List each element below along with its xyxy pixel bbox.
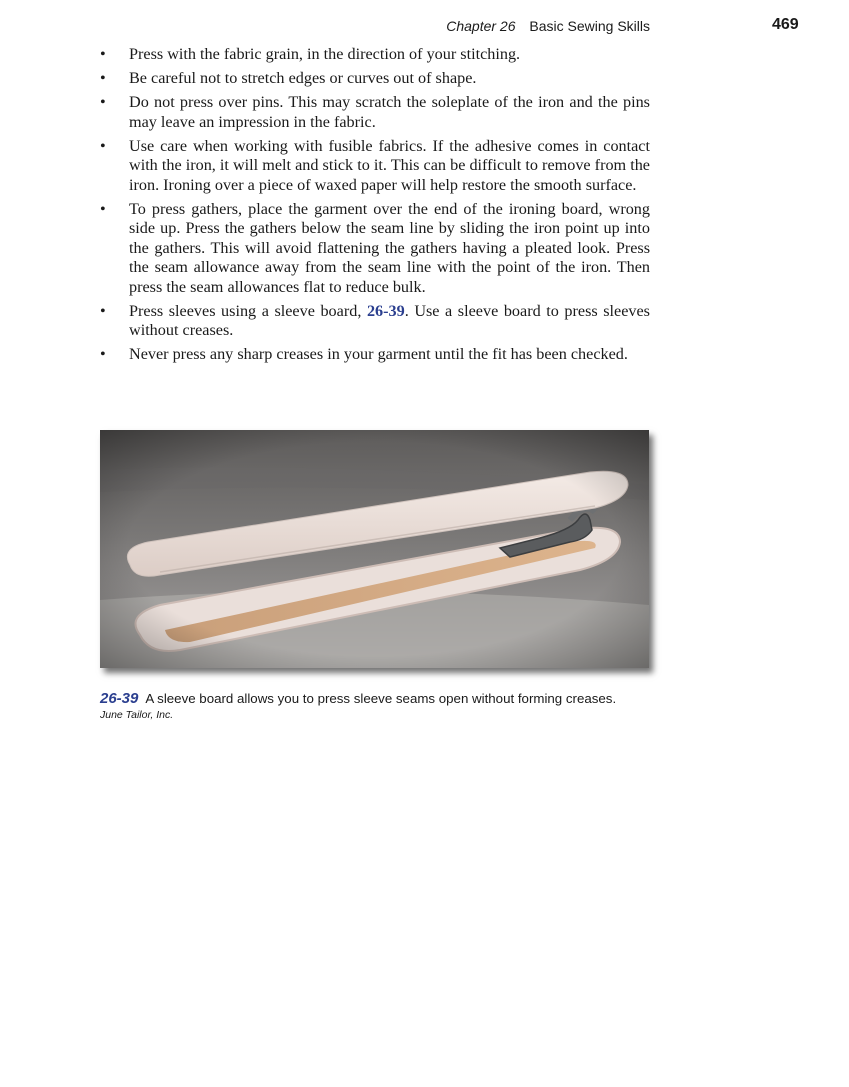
list-item [100, 302, 650, 341]
list-item-text: Be careful not to stretch edges or curves out of shape. [129, 69, 477, 87]
sleeve-board-photo [100, 430, 649, 668]
figure-reference-link[interactable]: 26-39 [366, 301, 405, 320]
list-item [100, 93, 650, 132]
caption-text: A sleeve board allows you to press sleeve seams open without forming creases. [145, 691, 617, 706]
bullet-icon: • [100, 345, 106, 363]
list-item-text: To press gathers, place the garment over the end of the ironing board, wrong side up. Press the gathers below the seam line by sliding the iron point up into the gathers. This will avoid flattening the gathers having a pleated look. Press the seam allowance away from the seam line with the point of the iron. Then press the seam allowances flat to reduce bulk. [129, 199, 650, 296]
list-item-text: Press sleeves using a sleeve board, [129, 301, 367, 320]
bullet-icon: • [100, 199, 106, 218]
list-item-text: Do not press over pins. This may scratch the soleplate of the iron and the pins may leave an impression in the fabric. [129, 93, 650, 131]
list-item [100, 137, 650, 196]
list-item [100, 69, 650, 89]
list-item [100, 200, 650, 298]
bullet-icon: • [100, 301, 106, 320]
bullet-icon: • [100, 136, 106, 155]
list-item-text: Use care when working with fusible fabrics. If the adhesive comes in contact with the iron, it will melt and stick to it. This can be difficult to remove from the iron. Ironing over a piece of waxed paper will help restore the smooth surface. [129, 136, 650, 194]
bullet-icon: • [100, 69, 106, 87]
list-item-text: . Use a sleeve board to press sleeves without creases. [129, 301, 650, 339]
pressing-tips-list [100, 45, 650, 369]
figure-caption [100, 690, 616, 707]
running-head [446, 18, 650, 34]
figure-number: 26-39 [100, 690, 139, 707]
photo-credit: June Tailor, Inc. [100, 709, 174, 721]
bullet-icon: • [100, 45, 106, 63]
chapter-title: Basic Sewing Skills [529, 18, 650, 34]
page-header [0, 16, 849, 38]
list-item [100, 45, 650, 65]
list-item [100, 345, 650, 365]
list-item-text: Press with the fabric grain, in the direction of your stitching. [129, 45, 521, 63]
bullet-icon: • [100, 93, 106, 111]
page-number: 469 [772, 16, 799, 33]
list-item-text: Never press any sharp creases in your garment until the fit has been checked. [129, 345, 628, 363]
chapter-number: Chapter 26 [446, 18, 516, 34]
